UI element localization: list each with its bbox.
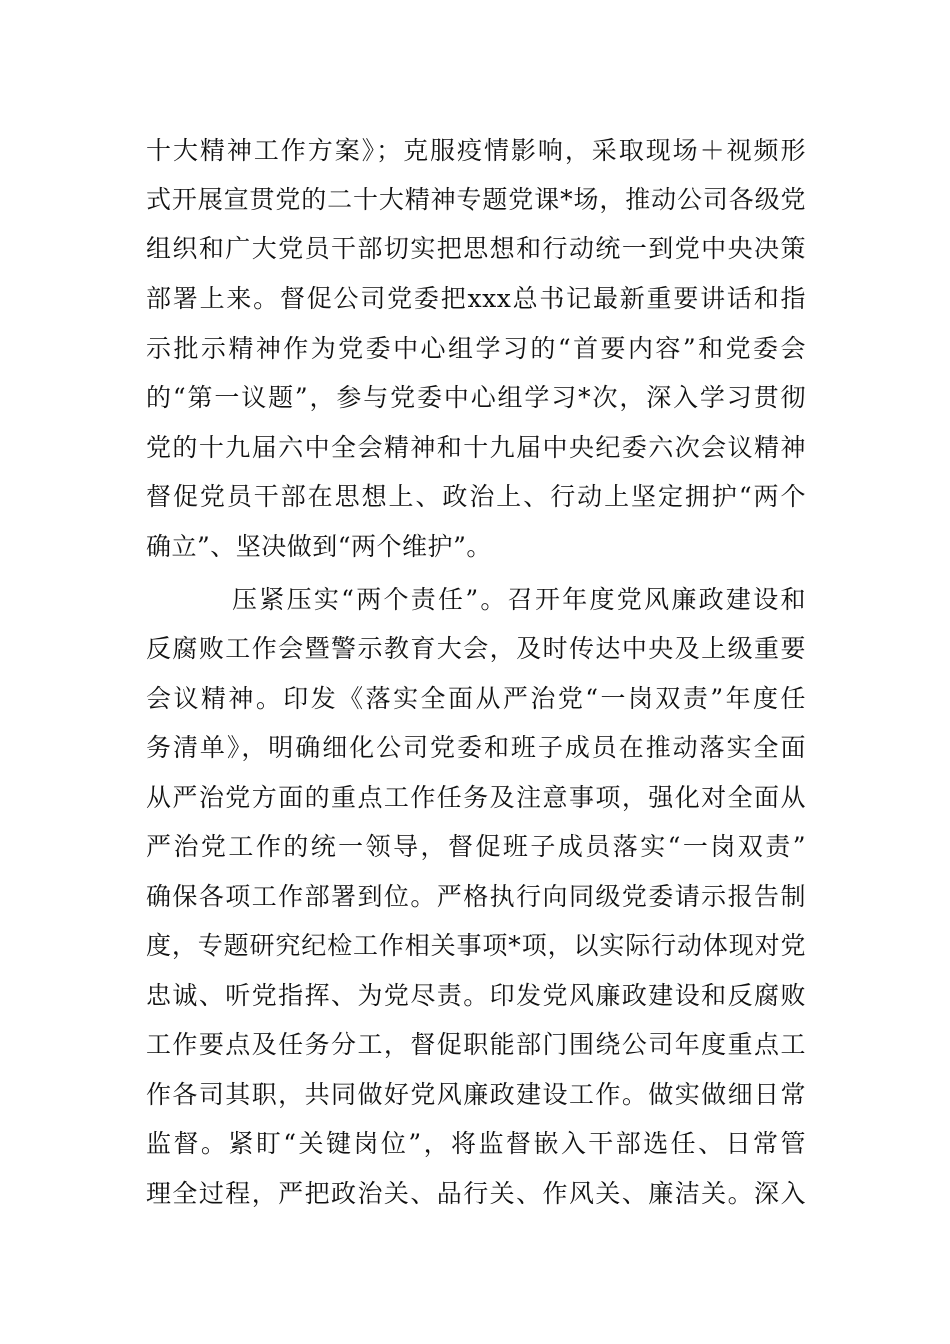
paragraph-line: 度，专题研究纪检工作相关事项*项，以实际行动体现对党 <box>146 931 806 960</box>
paragraph-line: 工作要点及任务分工，督促职能部门围绕公司年度重点工 <box>146 1030 806 1059</box>
paragraph-line: 示批示精神作为党委中心组学习的“首要内容”和党委会 <box>146 334 806 363</box>
paragraph-line: 部署上来。督促公司党委把xxx总书记最新重要讲话和指 <box>146 284 806 313</box>
paragraph-line: 组织和广大党员干部切实把思想和行动统一到党中央决策 <box>146 234 806 263</box>
paragraph-line: 理全过程，严把政治关、品行关、作风关、廉洁关。深入 <box>146 1179 806 1208</box>
paragraph-line: 的“第一议题”，参与党委中心组学习*次，深入学习贯彻 <box>146 383 806 412</box>
paragraph-line: 作各司其职，共同做好党风廉政建设工作。做实做细日常 <box>146 1080 806 1109</box>
paragraph-line: 党的十九届六中全会精神和十九届中央纪委六次会议精神 <box>146 433 806 462</box>
paragraph-line: 确保各项工作部署到位。严格执行向同级党委请示报告制 <box>146 882 806 911</box>
paragraph-line: 从严治党方面的重点工作任务及注意事项，强化对全面从 <box>146 783 806 812</box>
paragraph-line: 确立”、坚决做到“两个维护”。 <box>146 532 492 561</box>
paragraph-line: 务清单》，明确细化公司党委和班子成员在推动落实全面 <box>146 733 806 762</box>
paragraph-line: 十大精神工作方案》；克服疫情影响，采取现场＋视频形 <box>146 136 806 165</box>
paragraph-line: 式开展宣贯党的二十大精神专题党课*场，推动公司各级党 <box>146 185 806 214</box>
paragraph-line: 反腐败工作会暨警示教育大会，及时传达中央及上级重要 <box>146 634 806 663</box>
paragraph-line: 监督。紧盯“关键岗位”，将监督嵌入干部选任、日常管 <box>146 1129 806 1158</box>
paragraph-line: 忠诚、听党指挥、为党尽责。印发党风廉政建设和反腐败 <box>146 981 806 1010</box>
paragraph-line: 会议精神。印发《落实全面从严治党“一岗双责”年度任 <box>146 684 806 713</box>
paragraph-line: 严治党工作的统一领导，督促班子成员落实“一岗双责” <box>146 832 806 861</box>
paragraph-line: 督促党员干部在思想上、政治上、行动上坚定拥护“两个 <box>146 482 806 511</box>
paragraph-first-line: 压紧压实“两个责任”。召开年度党风廉政建设和 <box>232 585 806 614</box>
